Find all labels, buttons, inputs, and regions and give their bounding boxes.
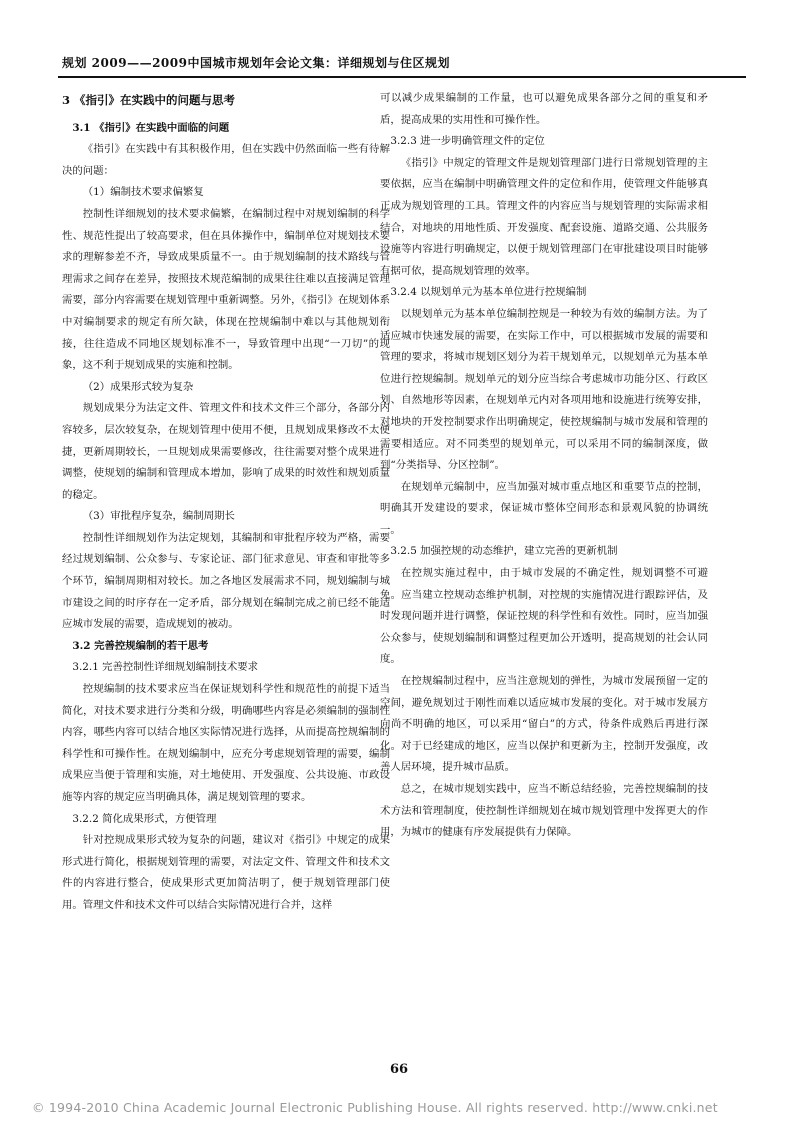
paragraph: 以规划单元为基本单位编制控规是一种较为有效的编制方法。为了适应城市快速发展的需要，在实际工作中，可以根据城市发展的需要和管理的要求，将城市规划区划分为若干规划单元，以规划单元为基本单位进行控规编制。规划单元的划分应当综合考虑城市功能分区、行政区划、自然地形等因素，在规划单元内对各项用地和设施进行统筹安排，对地块的开发控制要求作出明确规定，使控规编制与城市发展和管理的需要相适应。对不同类型的规划单元，可以采用不同的编制深度，做到“分类指导、分区控制”。 bbox=[380, 307, 708, 472]
subsubsection-heading: 3.2.2 简化成果形式，方便管理 bbox=[72, 812, 217, 825]
header-rule bbox=[58, 76, 746, 78]
list-item-heading: （3）审批程序复杂，编制周期长 bbox=[82, 510, 235, 523]
paragraph: 在规划单元编制中，应当加强对城市重点地区和重要节点的控制，明确其开发建设的要求，保证城市整体空间形态和景观风貌的协调统一。 bbox=[380, 480, 708, 536]
subsection-heading: 3.2 完善控规编制的若干思考 bbox=[72, 639, 209, 652]
list-item-heading: （1）编制技术要求偏繁复 bbox=[82, 186, 204, 199]
section-title: 3 《指引》在实践中的问题与思考 bbox=[62, 93, 236, 107]
subsubsection-heading: 3.2.5 加强控规的动态维护，建立完善的更新机制 bbox=[390, 545, 618, 558]
subsubsection-heading: 3.2.1 完善控制性详细规划编制技术要求 bbox=[72, 661, 258, 674]
list-item-heading: （2）成果形式较为复杂 bbox=[82, 380, 194, 393]
paragraph: 控制性详细规划的技术要求偏繁，在编制过程中对规划编制的科学性、规范性提出了较高要求，但在具体操作中，编制单位对规划技术要求的理解参差不齐，导致成果质量不一。由于规划编制的技术路线与管理需求之间存在差异，按照技术规范编制的成果往往难以直接满足管理需要，部分内容需要在规划管理中重新调整。另外，《指引》在规划体系中对编制要求的规定有所欠缺，体现在控规编制中难以与其他规划衔接，往往造成不同地区规划标准不一，导致管理中出现“一刀切”的现象，这不利于规划成果的实施和控制。 bbox=[62, 207, 390, 372]
paragraph: 控制性详细规划作为法定规划，其编制和审批程序较为严格，需要经过规划编制、公众参与、专家论证、部门征求意见、审查和审批等多个环节，编制周期相对较长。加之各地区发展需求不同，规划编制与城市建设之间的时序存在一定矛盾，部分规划在编制完成之前已经不能适应城市发展的需要，造成规划的被动。 bbox=[62, 531, 390, 631]
subsection-heading: 3.1 《指引》在实践中面临的问题 bbox=[72, 121, 230, 134]
paragraph: 可以减少成果编制的工作量，也可以避免成果各部分之间的重复和矛盾，提高成果的实用性和可操作性。 bbox=[380, 92, 708, 126]
running-header: 规划 2009——2009中国城市规划年会论文集：详细规划与住区规划 bbox=[62, 56, 450, 70]
paragraph: 在控规编制过程中，应当注意规划的弹性，为城市发展预留一定的空间，避免规划过于刚性而难以适应城市发展的变化。对于城市发展方向尚不明确的地区，可以采用“留白”的方式，待条件成熟后再进行深化。对于已经建成的地区，应当以保护和更新为主，控制开发强度，改善人居环境，提升城市品质。 bbox=[380, 675, 708, 774]
paragraph: 《指引》中规定的管理文件是规划管理部门进行日常规划管理的主要依据，应当在编制中明确管理文件的定位和作用，使管理文件能够真正成为规划管理的工具。管理文件的内容应当与规划管理的实际需求相结合，对地块的用地性质、开发强度、配套设施、道路交通、公共服务设施等内容进行明确规定，以便于规划管理部门在审批建设项目时能够有据可依，提高规划管理的效率。 bbox=[380, 156, 708, 277]
paragraph: 针对控规成果形式较为复杂的问题，建议对《指引》中规定的成果形式进行简化，根据规划管理的需要，对法定文件、管理文件和技术文件的内容进行整合，使成果形式更加简洁明了，便于规划管理部门使用。管理文件和技术文件可以结合实际情况进行合并，这样 bbox=[62, 834, 390, 911]
subsubsection-heading: 3.2.3 进一步明确管理文件的定位 bbox=[390, 135, 545, 148]
left-column bbox=[62, 88, 390, 917]
paragraph: 控规编制的技术要求应当在保证规划科学性和规范性的前提下适当简化，对技术要求进行分类和分级，明确哪些内容是必须编制的强制性内容，哪些内容可以结合地区实际情况进行选择，从而提高控规编制的科学性和可操作性。在规划编制中，应充分考虑规划管理的需要，编制成果应当便于管理和实施，对土地使用、开发强度、公共设施、市政设施等内容的规定应当明确具体，满足规划管理的要求。 bbox=[62, 683, 390, 803]
subsubsection-heading: 3.2.4 以规划单元为基本单位进行控规编制 bbox=[390, 286, 587, 299]
page-number: 66 bbox=[390, 1062, 409, 1077]
paragraph: 总之，在城市规划实践中，应当不断总结经验，完善控规编制的技术方法和管理制度，使控制性详细规划在城市规划管理中发挥更大的作用，为城市的健康有序发展提供有力保障。 bbox=[380, 783, 708, 839]
paragraph: 规划成果分为法定文件、管理文件和技术文件三个部分，各部分内容较多，层次较复杂，在规划管理中使用不便，且规划成果修改不太便捷，更新周期较长，一旦规划成果需要修改，往往需要对整个成果进行调整，使规划的编制和管理成本增加，影响了成果的时效性和规划质量的稳定。 bbox=[62, 402, 390, 501]
right-column bbox=[380, 88, 708, 844]
copyright-footer: © 1994-2010 China Academic Journal Electronic Publishing House. All rights reserved. http://www.cnki.net bbox=[32, 1100, 718, 1115]
paragraph: 《指引》在实践中有其积极作用，但在实践中仍然面临一些有待解决的问题： bbox=[62, 143, 390, 177]
paragraph: 在控规实施过程中，由于城市发展的不确定性，规划调整不可避免。应当建立控规动态维护机制，对控规的实施情况进行跟踪评估，及时发现问题并进行调整，保证控规的科学性和有效性。同时，应当加强公众参与，使规划编制和调整过程更加公开透明，提高规划的社会认同度。 bbox=[380, 567, 708, 666]
